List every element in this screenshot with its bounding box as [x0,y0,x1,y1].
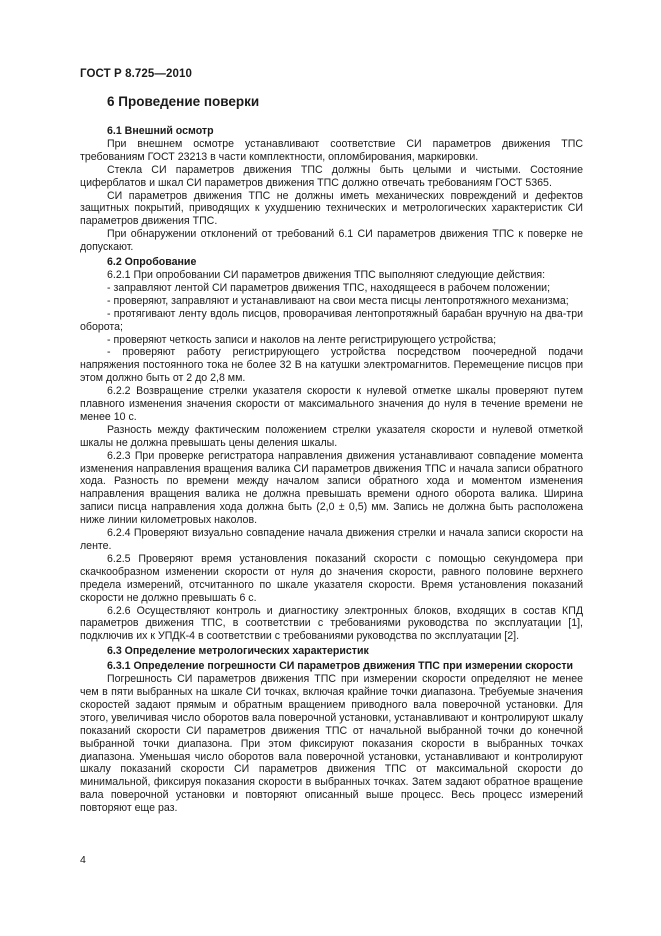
paragraph: 6.2.3 При проверке регистратора направления движения устанавливают совпадение момента изменения направления вращения валика СИ параметров движения ТПС и начала записи обратного хода. Разность по времени между началом записи обратного хода и моментом изменения направления вращения валика не должна превышать времени одного оборота валика. Ширина записи писца направления хода должна быть (2,0 ± 0,5) мм. Запись не должна быть расположена ниже линии километровых наколов. [80,449,583,527]
subsection-title-6-3-1: 6.3.1 Определение погрешности СИ параметров движения ТПС при измерении скорости [107,660,574,673]
list-item: - проверяют работу регистрирующего устройства посредством поочередной подачи напряжения постоянного тока не более 32 В на катушки электромагнитов. Перемещение писцов при этом должно быть от 2 до 2,8 мм. [80,346,583,385]
list-item: - проверяют четкость записи и наколов на ленте регистрирующего устройства; [107,333,497,346]
list-item: - проверяют, заправляют и устанавливают на свои места писцы лентопротяжного механизма; [107,294,569,307]
subsection-title-6-2: 6.2 Опробование [107,256,197,269]
subsection-title-6-1: 6.1 Внешний осмотр [107,125,214,137]
paragraph: 6.2.6 Осуществляют контроль и диагностику электронных блоков, входящих в состав КПД параметров движения ТПС, в соответствии с требованиями руководства по эксплуатации [1], подключив их к УПДК-4 в соответствии с требованиями руководства по эксплуатации [2]. [80,604,583,643]
list-item: - заправляют лентой СИ параметров движения ТПС, находящееся в рабочем положении; [107,281,551,294]
page-number: 4 [80,854,86,866]
paragraph: 6.2.4 Проверяют визуально совпадение начала движения стрелки и начала записи скорости на ленте. [80,527,583,552]
document-id: ГОСТ Р 8.725—2010 [80,68,192,80]
paragraph: Разность между фактическим положением стрелки указателя скорости и нулевой отметкой шкалы не должна превышать цены деления шкалы. [80,423,583,449]
paragraph: 6.2.2 Возвращение стрелки указателя скорости к нулевой отметке шкалы проверяют путем плавного изменения значения скорости от максимального значения до нуля в течение времени не менее 10 с. [80,385,583,423]
paragraph: СИ параметров движения ТПС не должны иметь механических повреждений и дефектов защитных покрытий, приводящих к ухудшению технических и метрологических характеристик СИ параметров движения ТПС. [80,189,583,228]
paragraph: При обнаружении отклонений от требований 6.1 СИ параметров движения ТПС к поверке не допускают. [80,228,583,254]
paragraph: Стекла СИ параметров движения ТПС должны быть целыми и чистыми. Состояние циферблатов и шкал СИ параметров движения ТПС должно отвечать требованиям ГОСТ 5365. [80,163,583,189]
subsection-title-6-3: 6.3 Определение метрологических характеристик [107,645,369,658]
paragraph: Погрешность СИ параметров движения ТПС при измерении скорости определяют не менее чем в пяти выбранных на шкале СИ точках, включая крайние точки диапазона. Требуемые значения скоростей задают прямым и обратным вращением приводного вала поверочной установки. Для этого, увеличивая число оборотов вала поверочной установки, устанавливают и контролируют шкалу показаний скорости СИ параметров движения ТПС от начальной выбранной точки до конечной выбранной точки диапазона. При этом фиксируют показания скорости в выбранных точках диапазона. Уменьшая число оборотов вала поверочной установки, устанавливают и контролируют шкалу показаний скорости СИ параметров движения ТПС от максимальной скорости до минимальной, фиксируя показания скорости в выбранных точках. Затем задают обратное вращение вала поверочной установки и повторяют описанный выше процесс. Весь процесс измерений повторяют еще раз. [80,673,583,815]
paragraph: 6.2.1 При опробовании СИ параметров движения ТПС выполняют следующие действия: [107,268,546,281]
document-body [80,125,583,815]
paragraph: При внешнем осмотре устанавливают соответствие СИ параметров движения ТПС требованиям ГОСТ 23213 в части комплектности, опломбирования, маркировки. [80,137,583,163]
paragraph: 6.2.5 Проверяют время установления показаний скорости с помощью секундомера при скачкообразном изменении скорости от нуля до значения скорости, равного половине верхнего предела измерений, отсчитанного по шкале указателя скорости. Время установления показаний скорости не должно превышать 6 с. [80,552,583,604]
list-item: - протягивают ленту вдоль писцов, проворачивая лентопротяжный барабан вручную на два-три оборота; [80,307,583,333]
section-title: 6 Проведение поверки [107,94,260,109]
